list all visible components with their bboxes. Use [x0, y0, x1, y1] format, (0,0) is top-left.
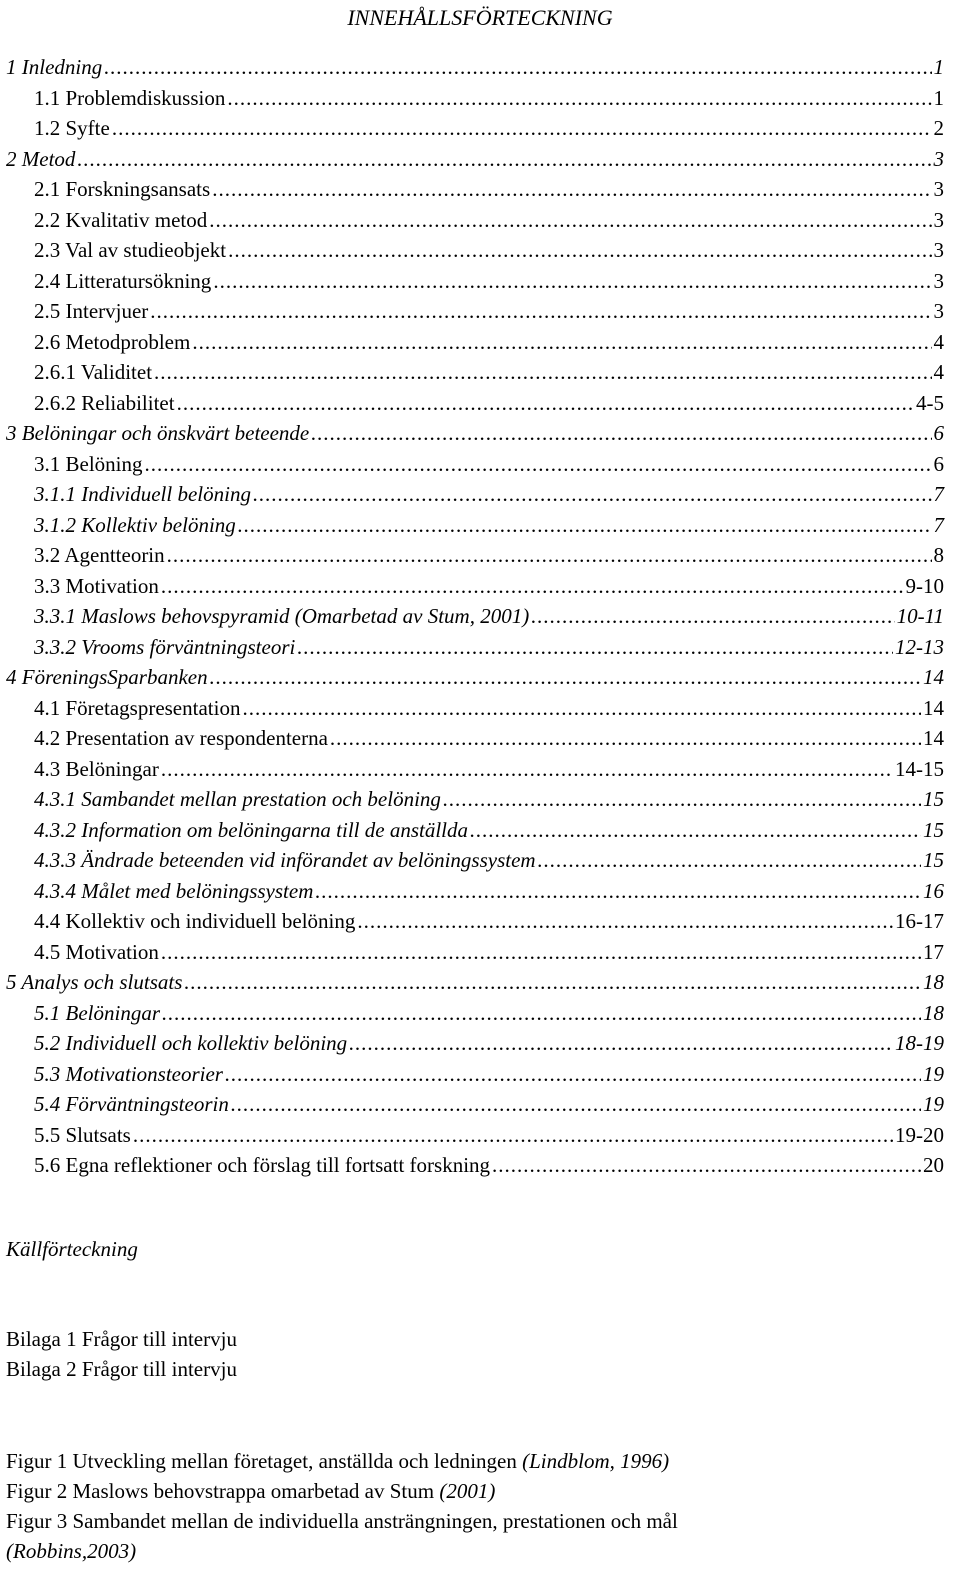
toc-dot-leader [184, 967, 921, 998]
toc-dot-leader [315, 876, 921, 907]
toc-entry-label: 3.1 Belöning [34, 451, 143, 476]
toc-entry-page: 3 [933, 146, 944, 171]
toc-dot-leader [492, 1150, 921, 1181]
toc-entry[interactable] [0, 144, 944, 175]
toc-entry[interactable] [0, 174, 944, 205]
toc-dot-leader [225, 1059, 921, 1090]
toc-entry[interactable] [0, 815, 944, 846]
toc-entry-page: 3 [933, 207, 944, 232]
toc-entry[interactable] [0, 1028, 944, 1059]
toc-entry-page: 19 [923, 1092, 944, 1116]
toc-entry[interactable] [0, 754, 944, 785]
toc-entry[interactable] [0, 540, 944, 571]
toc-dot-leader [77, 144, 931, 175]
toc-dot-leader [104, 52, 931, 83]
toc-entry-page: 3 [933, 268, 944, 293]
toc-entry[interactable] [0, 296, 944, 327]
toc-entry-label: 1 Inledning [6, 55, 103, 79]
toc-entry-page: 18-19 [895, 1031, 944, 1055]
toc-dot-leader [227, 83, 931, 114]
toc-entry-label: 2.6 Metodproblem [34, 329, 191, 354]
toc-dot-leader [231, 1089, 921, 1120]
table-of-contents [0, 52, 944, 1181]
toc-dot-leader [154, 357, 931, 388]
toc-entry-page: 14 [923, 695, 944, 720]
toc-entry[interactable] [0, 876, 944, 907]
figur-item [6, 1446, 678, 1476]
toc-entry[interactable] [0, 357, 944, 388]
toc-dot-leader [161, 571, 904, 602]
toc-dot-leader [161, 754, 893, 785]
toc-entry-page: 18 [923, 970, 944, 994]
figur-item [6, 1506, 678, 1536]
toc-entry-label: 2.4 Litteratursökning [34, 268, 212, 293]
toc-dot-leader [210, 662, 921, 693]
toc-entry-label: 3.3.1 Maslows behovspyramid (Omarbetad av Stum, 2001) [34, 604, 530, 628]
toc-entry[interactable] [0, 845, 944, 876]
toc-entry-label: 4.4 Kollektiv och individuell belöning [34, 909, 356, 933]
toc-entry[interactable] [0, 723, 944, 754]
toc-entry-page: 18 [923, 1000, 944, 1025]
toc-entry[interactable] [0, 235, 944, 266]
toc-entry-label: 3.3.2 Vrooms förväntningsteori [34, 634, 296, 659]
toc-entry-label: 2 Metod [6, 146, 76, 171]
toc-dot-leader [177, 388, 914, 419]
bilaga-item: Bilaga 2 Frågor till intervju [6, 1357, 237, 1381]
toc-entry-label: 4.3.1 Sambandet mellan prestation och belöning [34, 787, 441, 811]
toc-entry-label: 5.6 Egna reflektioner och förslag till fortsatt forskning [34, 1153, 491, 1177]
toc-entry[interactable] [0, 1089, 944, 1120]
toc-entry-page: 19 [923, 1061, 944, 1086]
toc-dot-leader [531, 601, 894, 632]
toc-entry-page: 3 [933, 177, 944, 201]
toc-dot-leader [538, 845, 921, 876]
toc-entry[interactable] [0, 937, 944, 968]
toc-entry[interactable] [0, 967, 944, 998]
toc-entry-label: 1.1 Problemdiskussion [34, 85, 226, 110]
toc-dot-leader [145, 449, 932, 480]
toc-entry-page: 12-13 [895, 634, 944, 659]
toc-entry[interactable] [0, 1150, 944, 1181]
toc-entry-page: 15 [923, 787, 944, 811]
toc-entry-page: 9-10 [905, 573, 944, 598]
toc-entry[interactable] [0, 418, 944, 449]
toc-entry-label: 4.5 Motivation [34, 939, 159, 964]
toc-dot-leader [242, 693, 921, 724]
toc-entry-page: 6 [933, 421, 944, 445]
toc-entry[interactable] [0, 205, 944, 236]
toc-entry-label: 4.3.4 Målet med belöningssystem [34, 878, 314, 903]
toc-entry-page: 1 [933, 55, 944, 79]
toc-entry-page: 3 [933, 238, 944, 262]
toc-entry-label: 5.5 Slutsats [34, 1122, 131, 1147]
figur-text: Figur 3 Sambandet mellan de individuella ansträngningen, prestationen och mål [6, 1509, 678, 1533]
toc-dot-leader [311, 418, 931, 449]
toc-entry[interactable] [0, 479, 944, 510]
toc-dot-leader [297, 632, 893, 663]
toc-dot-leader [212, 174, 931, 205]
toc-entry-label: 5.4 Förväntningsteorin [34, 1092, 229, 1116]
toc-dot-leader [133, 1120, 893, 1151]
toc-entry-label: 4 FöreningsSparbanken [6, 665, 208, 689]
toc-dot-leader [162, 998, 921, 1029]
toc-entry-page: 17 [923, 939, 944, 964]
toc-entry[interactable] [0, 693, 944, 724]
toc-entry[interactable] [0, 510, 944, 541]
toc-dot-leader [112, 113, 932, 144]
toc-entry-page: 15 [923, 817, 944, 842]
toc-entry-label: 5.2 Individuell och kollektiv belöning [34, 1031, 348, 1055]
toc-entry-page: 16 [923, 878, 944, 903]
toc-entry-label: 5 Analys och slutsats [6, 970, 183, 994]
toc-entry[interactable] [0, 571, 944, 602]
toc-entry-label: 2.5 Intervjuer [34, 299, 149, 323]
kallforteckning-heading: Källförteckning [6, 1237, 138, 1261]
toc-dot-leader [253, 479, 932, 510]
figurer-list [6, 1446, 678, 1566]
toc-dot-leader [150, 296, 931, 327]
toc-entry[interactable] [0, 83, 944, 114]
toc-dot-leader [443, 784, 921, 815]
toc-entry-page: 19-20 [895, 1122, 944, 1147]
toc-entry[interactable] [0, 449, 944, 480]
figur-citation: (2001) [439, 1479, 496, 1503]
toc-entry-page: 1 [933, 85, 944, 110]
toc-entry-label: 2.6.1 Validitet [34, 360, 153, 384]
figur-item [6, 1536, 678, 1566]
toc-entry-page: 15 [923, 848, 944, 872]
toc-entry-page: 20 [923, 1153, 944, 1177]
toc-entry[interactable] [0, 388, 944, 419]
toc-entry[interactable] [0, 1059, 944, 1090]
toc-entry-label: 2.2 Kvalitativ metod [34, 207, 208, 232]
toc-entry-label: 5.1 Belöningar [34, 1000, 160, 1025]
toc-entry-label: 5.3 Motivationsteorier [34, 1061, 223, 1086]
toc-dot-leader [213, 266, 931, 297]
toc-entry-page: 8 [933, 543, 944, 567]
toc-entry[interactable] [0, 327, 944, 358]
toc-entry-page: 4-5 [916, 390, 944, 415]
figur-text: Figur 1 Utveckling mellan företaget, anställda och ledningen [6, 1449, 523, 1473]
toc-entry[interactable] [0, 906, 944, 937]
toc-entry[interactable] [0, 998, 944, 1029]
toc-dot-leader [192, 327, 931, 358]
toc-entry-label: 3.3 Motivation [34, 573, 159, 598]
toc-entry-page: 16-17 [895, 909, 944, 933]
toc-entry-label: 4.1 Företagspresentation [34, 695, 241, 720]
figur-citation: (Robbins,2003) [6, 1539, 137, 1563]
toc-entry[interactable] [0, 113, 944, 144]
toc-entry[interactable] [0, 601, 944, 632]
figur-item [6, 1476, 678, 1506]
toc-dot-leader [238, 510, 932, 541]
toc-entry-page: 4 [933, 329, 944, 354]
page-title: INNEHÅLLSFÖRTECKNING [347, 5, 613, 30]
toc-dot-leader [209, 205, 931, 236]
figur-text: Figur 2 Maslows behovstrappa omarbetad av Stum [6, 1479, 440, 1503]
bilaga-item: Bilaga 1 Frågor till intervju [6, 1327, 237, 1351]
toc-entry-page: 7 [933, 512, 944, 537]
toc-entry-page: 14 [923, 726, 944, 750]
toc-dot-leader [228, 235, 931, 266]
toc-entry-label: 4.2 Presentation av respondenterna [34, 726, 328, 750]
toc-dot-leader [161, 937, 921, 968]
toc-entry-label: 4.3.3 Ändrade beteenden vid införandet av belöningssystem [34, 848, 536, 872]
toc-entry-label: 2.1 Forskningsansats [34, 177, 211, 201]
toc-entry[interactable] [0, 52, 944, 83]
toc-dot-leader [470, 815, 921, 846]
toc-entry[interactable] [0, 662, 944, 693]
toc-entry-label: 3 Belöningar och önskvärt beteende [6, 421, 310, 445]
toc-entry-label: 4.3 Belöningar [34, 756, 159, 781]
toc-entry-page: 10-11 [896, 604, 944, 628]
toc-entry[interactable] [0, 266, 944, 297]
toc-dot-leader [349, 1028, 893, 1059]
toc-entry[interactable] [0, 632, 944, 663]
toc-dot-leader [167, 540, 932, 571]
toc-entry-page: 14 [923, 665, 944, 689]
toc-entry-page: 3 [933, 299, 944, 323]
toc-entry-label: 3.1.2 Kollektiv belöning [34, 512, 236, 537]
toc-dot-leader [330, 723, 921, 754]
toc-entry-label: 3.1.1 Individuell belöning [34, 482, 251, 506]
toc-entry-page: 14-15 [895, 756, 944, 781]
toc-entry-label: 3.2 Agentteorin [34, 543, 165, 567]
toc-entry[interactable] [0, 784, 944, 815]
toc-entry[interactable] [0, 1120, 944, 1151]
toc-entry-page: 6 [933, 451, 944, 476]
toc-entry-label: 1.2 Syfte [34, 116, 110, 140]
figur-citation: (Lindblom, 1996) [522, 1449, 670, 1473]
bilagor-list [6, 1324, 237, 1384]
toc-entry-page: 4 [933, 360, 944, 384]
toc-entry-label: 2.6.2 Reliabilitet [34, 390, 175, 415]
toc-entry-label: 4.3.2 Information om belöningarna till de anställda [34, 817, 468, 842]
toc-entry-page: 7 [933, 482, 944, 506]
toc-dot-leader [357, 906, 893, 937]
toc-entry-page: 2 [933, 116, 944, 140]
toc-entry-label: 2.3 Val av studieobjekt [34, 238, 227, 262]
